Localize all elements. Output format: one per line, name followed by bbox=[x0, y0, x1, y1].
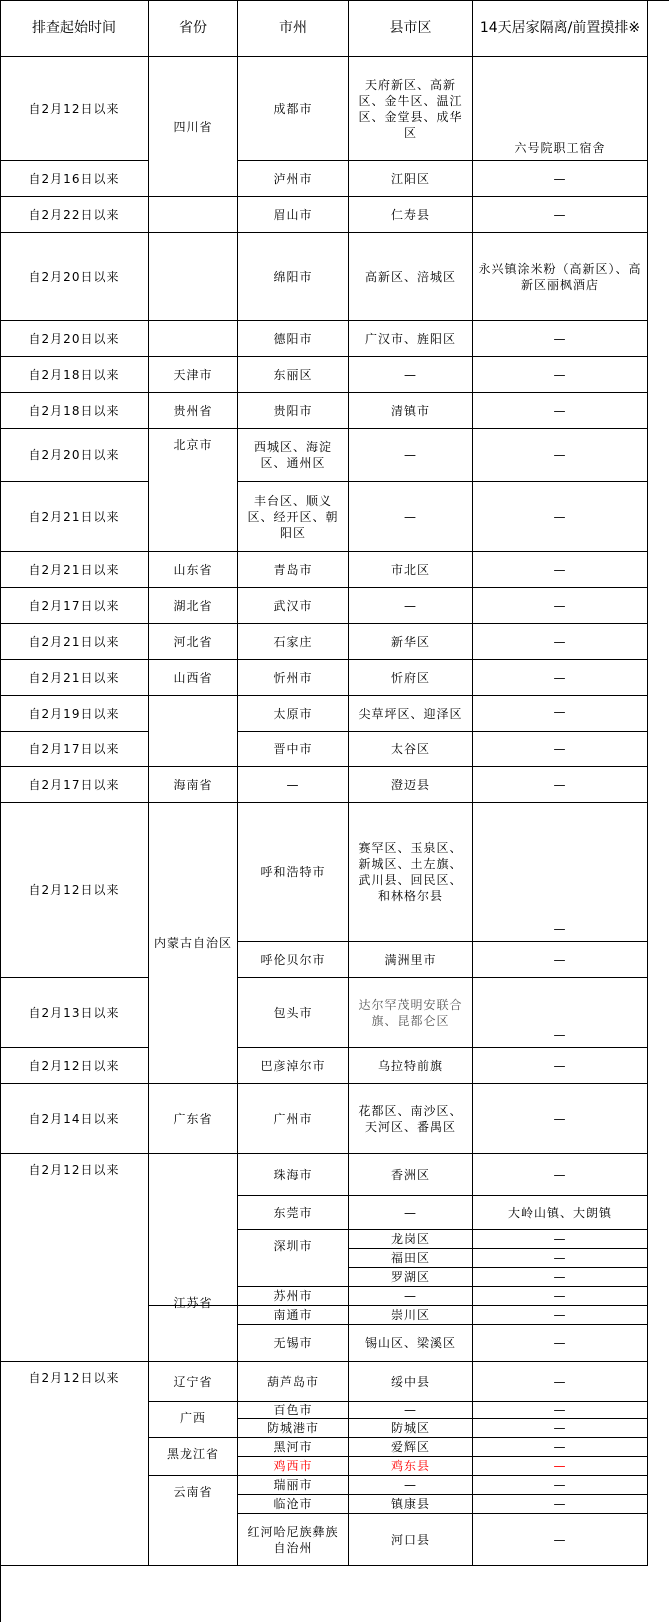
city-cell: 西城区、海淀区、通州区 bbox=[238, 429, 349, 482]
quarantine-cell: — bbox=[473, 696, 648, 732]
city-cell: 无锡市 bbox=[238, 1325, 349, 1362]
province-cell: 云南省 bbox=[149, 1476, 238, 1566]
city-cell: 葫芦岛市 bbox=[238, 1362, 349, 1402]
city-cell: 呼和浩特市 bbox=[238, 803, 349, 942]
district-cell: 乌拉特前旗 bbox=[349, 1048, 473, 1084]
quarantine-cell: — bbox=[473, 767, 648, 803]
quarantine-cell: — bbox=[473, 1154, 648, 1196]
province-cell: 广东省 bbox=[149, 1084, 238, 1154]
quarantine-cell: — bbox=[473, 1438, 648, 1457]
quarantine-cell: — bbox=[473, 1048, 648, 1084]
start-time-cell: 自2月20日以来 bbox=[0, 429, 149, 482]
province-cell: 湖北省 bbox=[149, 588, 238, 624]
quarantine-cell: — bbox=[473, 393, 648, 429]
district-cell: — bbox=[349, 588, 473, 624]
quarantine-cell: — bbox=[473, 942, 648, 978]
district-cell: — bbox=[349, 482, 473, 552]
city-cell: 晋中市 bbox=[238, 732, 349, 767]
city-cell: 红河哈尼族彝族自治州 bbox=[238, 1514, 349, 1566]
province-cell: 北京市 bbox=[149, 429, 238, 552]
start-time-cell: 自2月21日以来 bbox=[0, 482, 149, 552]
start-time-cell: 自2月12日以来 bbox=[0, 1154, 149, 1362]
district-cell: 河口县 bbox=[349, 1514, 473, 1566]
header-quarantine-cell: 14天居家隔离/前置摸排※ bbox=[473, 0, 648, 57]
province-cell bbox=[149, 696, 238, 767]
quarantine-cell: — bbox=[473, 161, 648, 197]
start-time-cell: 自2月12日以来 bbox=[0, 1362, 149, 1566]
city-cell: 丰台区、顺义区、经开区、朝阳区 bbox=[238, 482, 349, 552]
province-cell bbox=[149, 233, 238, 321]
start-time-cell: 自2月17日以来 bbox=[0, 588, 149, 624]
province-cell: 内蒙古自治区 bbox=[149, 803, 238, 1084]
quarantine-cell: — bbox=[473, 588, 648, 624]
header-start-time-cell: 排查起始时间 bbox=[0, 0, 149, 57]
district-cell: 尖草坪区、迎泽区 bbox=[349, 696, 473, 732]
district-cell: 天府新区、高新区、金牛区、温江区、金堂县、成华区 bbox=[349, 57, 473, 161]
city-cell: 太原市 bbox=[238, 696, 349, 732]
quarantine-cell: — bbox=[473, 1402, 648, 1419]
province-cell: 贵州省 bbox=[149, 393, 238, 429]
district-cell: 满洲里市 bbox=[349, 942, 473, 978]
quarantine-cell: — bbox=[473, 1268, 648, 1287]
district-cell: 澄迈县 bbox=[349, 767, 473, 803]
quarantine-cell: 六号院职工宿舍 bbox=[473, 57, 648, 161]
district-cell: 龙岗区 bbox=[349, 1230, 473, 1249]
district-cell: — bbox=[349, 357, 473, 393]
quarantine-cell: — bbox=[473, 1419, 648, 1438]
city-cell: 泸州市 bbox=[238, 161, 349, 197]
province-cell: 四川省 bbox=[149, 57, 238, 197]
city-cell: 眉山市 bbox=[238, 197, 349, 233]
city-cell: 苏州市 bbox=[238, 1287, 349, 1306]
province-cell: 山东省 bbox=[149, 552, 238, 588]
province-cell: 广西 bbox=[149, 1402, 238, 1438]
city-cell: 呼伦贝尔市 bbox=[238, 942, 349, 978]
quarantine-cell: — bbox=[473, 197, 648, 233]
city-cell: — bbox=[238, 767, 349, 803]
province-cell bbox=[149, 321, 238, 357]
city-cell: 武汉市 bbox=[238, 588, 349, 624]
province-cell bbox=[149, 1154, 238, 1306]
start-time-cell: 自2月13日以来 bbox=[0, 978, 149, 1048]
header-district-cell: 县市区 bbox=[349, 0, 473, 57]
start-time-cell: 自2月17日以来 bbox=[0, 767, 149, 803]
quarantine-cell: — bbox=[473, 803, 648, 942]
quarantine-cell: — bbox=[473, 978, 648, 1048]
district-cell: 达尔罕茂明安联合旗、昆都仑区 bbox=[349, 978, 473, 1048]
table-left-border bbox=[0, 0, 1, 1622]
table-top-border bbox=[0, 0, 669, 1]
city-cell: 东莞市 bbox=[238, 1196, 349, 1230]
district-cell: 高新区、涪城区 bbox=[349, 233, 473, 321]
province-cell bbox=[149, 197, 238, 233]
city-cell: 百色市 bbox=[238, 1402, 349, 1419]
district-cell: 崇川区 bbox=[349, 1306, 473, 1325]
province-cell: 黑龙江省 bbox=[149, 1438, 238, 1476]
city-cell: 忻州市 bbox=[238, 660, 349, 696]
city-cell: 石家庄 bbox=[238, 624, 349, 660]
start-time-cell: 自2月21日以来 bbox=[0, 552, 149, 588]
header-province-cell: 省份 bbox=[149, 0, 238, 57]
quarantine-cell: — bbox=[473, 1457, 648, 1476]
district-cell: 罗湖区 bbox=[349, 1268, 473, 1287]
quarantine-cell: — bbox=[473, 1514, 648, 1566]
city-cell: 绵阳市 bbox=[238, 233, 349, 321]
district-cell: 香洲区 bbox=[349, 1154, 473, 1196]
district-cell: 太谷区 bbox=[349, 732, 473, 767]
start-time-cell: 自2月12日以来 bbox=[0, 1048, 149, 1084]
district-cell: 仁寿县 bbox=[349, 197, 473, 233]
city-cell: 成都市 bbox=[238, 57, 349, 161]
start-time-cell: 自2月17日以来 bbox=[0, 732, 149, 767]
city-cell: 鸡西市 bbox=[238, 1457, 349, 1476]
start-time-cell: 自2月21日以来 bbox=[0, 624, 149, 660]
quarantine-cell: — bbox=[473, 321, 648, 357]
city-cell: 德阳市 bbox=[238, 321, 349, 357]
start-time-cell: 自2月18日以来 bbox=[0, 393, 149, 429]
start-time-cell: 自2月20日以来 bbox=[0, 321, 149, 357]
district-cell: 江阳区 bbox=[349, 161, 473, 197]
quarantine-cell: — bbox=[473, 429, 648, 482]
district-cell: 清镇市 bbox=[349, 393, 473, 429]
start-time-cell: 自2月14日以来 bbox=[0, 1084, 149, 1154]
city-cell: 瑞丽市 bbox=[238, 1476, 349, 1495]
district-cell: 鸡东县 bbox=[349, 1457, 473, 1476]
district-cell: 广汉市、旌阳区 bbox=[349, 321, 473, 357]
quarantine-cell: — bbox=[473, 1495, 648, 1514]
start-time-cell: 自2月20日以来 bbox=[0, 233, 149, 321]
district-cell: 赛罕区、玉泉区、新城区、土左旗、武川县、回民区、和林格尔县 bbox=[349, 803, 473, 942]
district-cell: — bbox=[349, 1287, 473, 1306]
district-cell: — bbox=[349, 1402, 473, 1419]
quarantine-cell: — bbox=[473, 1084, 648, 1154]
quarantine-cell: — bbox=[473, 1362, 648, 1402]
quarantine-cell: — bbox=[473, 482, 648, 552]
province-cell: 山西省 bbox=[149, 660, 238, 696]
start-time-cell: 自2月16日以来 bbox=[0, 161, 149, 197]
city-cell: 临沧市 bbox=[238, 1495, 349, 1514]
quarantine-cell: — bbox=[473, 1287, 648, 1306]
city-cell: 珠海市 bbox=[238, 1154, 349, 1196]
header-city-cell: 市州 bbox=[238, 0, 349, 57]
start-time-cell: 自2月18日以来 bbox=[0, 357, 149, 393]
quarantine-cell: — bbox=[473, 660, 648, 696]
district-cell: — bbox=[349, 1196, 473, 1230]
quarantine-cell: 永兴镇涂米粉（高新区）、高新区丽枫酒店 bbox=[473, 233, 648, 321]
district-cell: — bbox=[349, 429, 473, 482]
quarantine-cell: — bbox=[473, 1306, 648, 1325]
city-cell: 包头市 bbox=[238, 978, 349, 1048]
quarantine-cell: — bbox=[473, 357, 648, 393]
start-time-cell: 自2月19日以来 bbox=[0, 696, 149, 732]
province-cell: 河北省 bbox=[149, 624, 238, 660]
quarantine-cell: — bbox=[473, 1230, 648, 1249]
city-cell: 东丽区 bbox=[238, 357, 349, 393]
city-cell: 青岛市 bbox=[238, 552, 349, 588]
province-cell: 江苏省 bbox=[149, 1287, 238, 1362]
start-time-cell: 自2月12日以来 bbox=[0, 57, 149, 161]
city-cell: 南通市 bbox=[238, 1306, 349, 1325]
city-cell: 深圳市 bbox=[238, 1230, 349, 1287]
quarantine-cell: — bbox=[473, 1325, 648, 1362]
province-cell: 辽宁省 bbox=[149, 1362, 238, 1402]
province-cell: 天津市 bbox=[149, 357, 238, 393]
quarantine-cell: 大岭山镇、大朗镇 bbox=[473, 1196, 648, 1230]
quarantine-cell: — bbox=[473, 732, 648, 767]
start-time-cell: 自2月22日以来 bbox=[0, 197, 149, 233]
province-cell: 海南省 bbox=[149, 767, 238, 803]
quarantine-cell: — bbox=[473, 552, 648, 588]
district-cell: 防城区 bbox=[349, 1419, 473, 1438]
district-cell: 新华区 bbox=[349, 624, 473, 660]
quarantine-cell: — bbox=[473, 1476, 648, 1495]
district-cell: 市北区 bbox=[349, 552, 473, 588]
district-cell: 忻府区 bbox=[349, 660, 473, 696]
district-cell: 福田区 bbox=[349, 1249, 473, 1268]
city-cell: 防城港市 bbox=[238, 1419, 349, 1438]
quarantine-cell: — bbox=[473, 624, 648, 660]
district-cell: 绥中县 bbox=[349, 1362, 473, 1402]
district-cell: — bbox=[349, 1476, 473, 1495]
city-cell: 广州市 bbox=[238, 1084, 349, 1154]
city-cell: 黑河市 bbox=[238, 1438, 349, 1457]
city-cell: 巴彦淖尔市 bbox=[238, 1048, 349, 1084]
start-time-cell: 自2月12日以来 bbox=[0, 803, 149, 978]
district-cell: 花都区、南沙区、天河区、番禺区 bbox=[349, 1084, 473, 1154]
quarantine-cell: — bbox=[473, 1249, 648, 1268]
district-cell: 爱辉区 bbox=[349, 1438, 473, 1457]
district-cell: 镇康县 bbox=[349, 1495, 473, 1514]
city-cell: 贵阳市 bbox=[238, 393, 349, 429]
district-cell: 锡山区、梁溪区 bbox=[349, 1325, 473, 1362]
start-time-cell: 自2月21日以来 bbox=[0, 660, 149, 696]
